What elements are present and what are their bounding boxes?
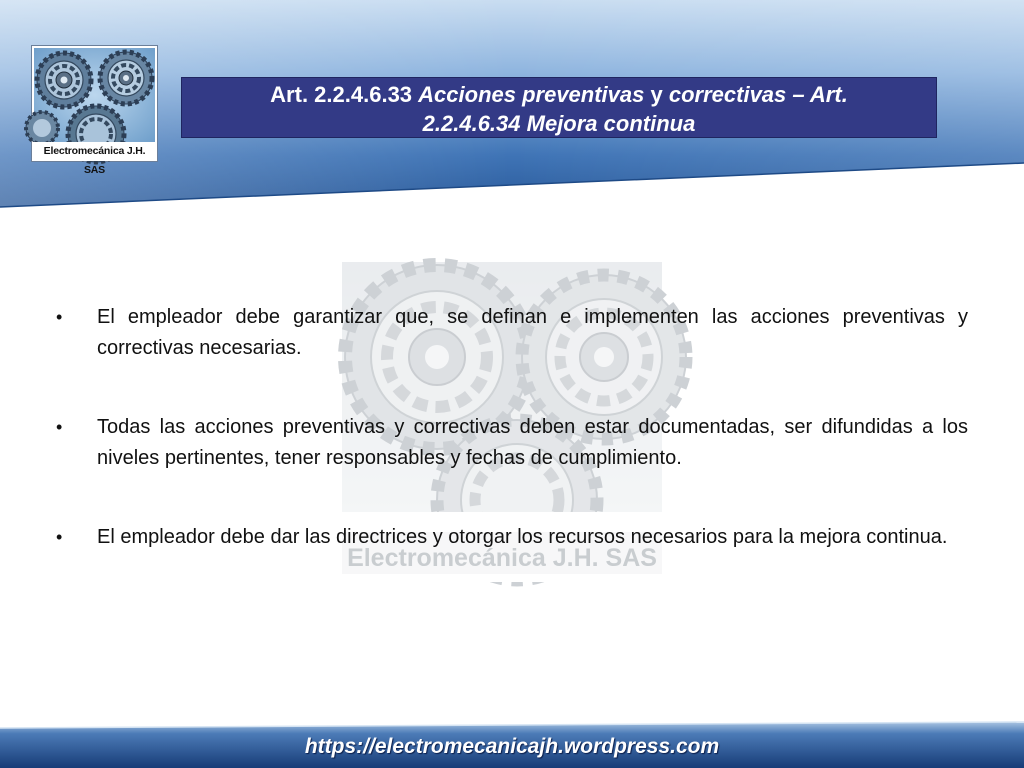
bullet-list (56, 302, 968, 601)
bullet-text: El empleador debe dar las directrices y otorgar los recursos necesarios para la mejora continua. (97, 526, 948, 548)
bullet-item (56, 412, 968, 474)
logo-caption: Electromecánica J.H. SAS (32, 142, 157, 161)
footer-website-link[interactable]: https://electromecanicajh.wordpress.com (304, 735, 720, 758)
bullet-item (56, 302, 968, 364)
bullet-marker: • (56, 307, 63, 327)
company-logo (31, 45, 158, 176)
title-article-number: Art. 2.2.4.6.33 (270, 82, 419, 107)
bullet-marker: • (56, 417, 63, 437)
watermark-company-name: Electromecánica J.H. SAS (347, 544, 657, 572)
bullet-text: Todas las acciones preventivas y correctivas deben estar documentadas, ser difundidas a los niveles pertinentes, tener responsables y fechas de cumplimiento. (97, 416, 968, 469)
title-italic-segment-2: correctivas – Art. (668, 82, 848, 107)
bullet-item (56, 522, 968, 553)
bullet-text: El empleador debe garantizar que, se definan e implementen las acciones preventivas y correctivas necesarias. (97, 306, 968, 359)
title-conjunction: y (644, 82, 669, 107)
slide-title (181, 77, 937, 138)
bullet-marker: • (56, 527, 63, 547)
title-second-line: 2.2.4.6.34 Mejora continua (422, 111, 696, 136)
gears-icon (34, 48, 155, 142)
title-italic-segment-1: Acciones preventivas (418, 82, 645, 107)
